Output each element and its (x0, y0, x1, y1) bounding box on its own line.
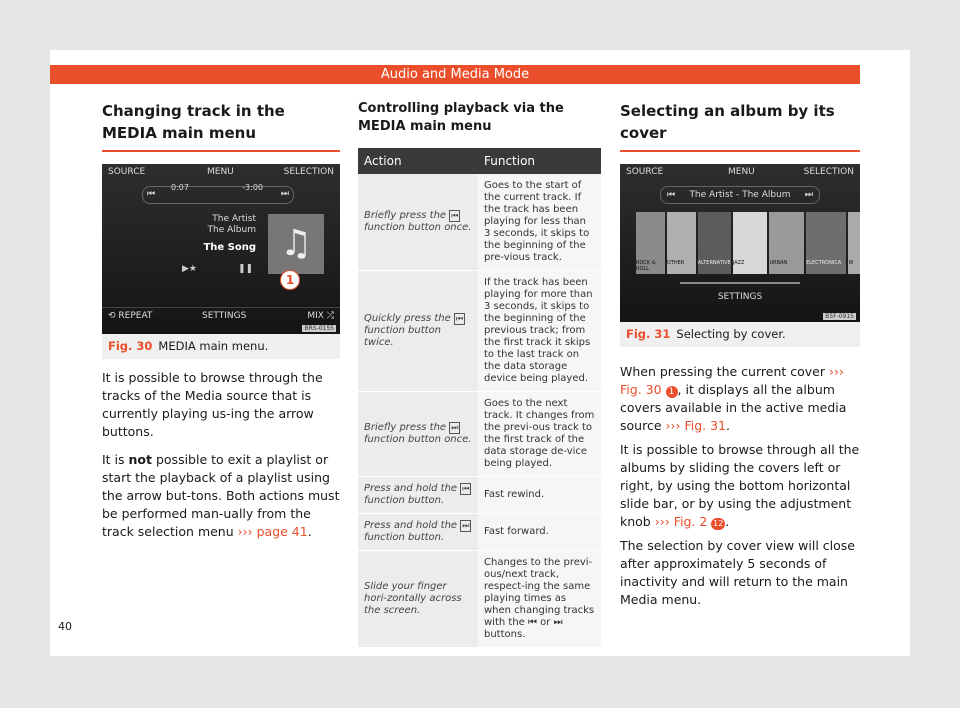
menu-label: MENU (728, 167, 755, 177)
table-row (358, 514, 601, 551)
remaining-time: -3:00 (242, 183, 263, 192)
settings-button[interactable]: SETTINGS (717, 292, 763, 302)
fig-30-link[interactable]: ››› Fig. 30 (620, 364, 844, 397)
menu-label: MENU (207, 167, 234, 177)
album-title: The Artist - The Album (689, 190, 791, 200)
page-41-link[interactable]: ››› page 41 (237, 524, 308, 539)
selection-label: SELECTION (803, 167, 854, 177)
album-cover[interactable]: W (848, 212, 860, 274)
heading-changing-track: Changing track in the MEDIA main menu (102, 102, 285, 142)
figure-31 (620, 164, 860, 347)
callout-1-badge: 1 (666, 386, 678, 398)
figure-code: BRS-0155 (304, 325, 334, 332)
heading-selecting-album: Selecting an album by its cover (620, 102, 835, 142)
album-cover[interactable]: JAZZ (733, 212, 768, 274)
album-cover[interactable]: ALTERNATIVE (698, 212, 731, 274)
progress-bar (142, 183, 294, 204)
cover-carousel[interactable] (636, 212, 860, 274)
next-icon: ⏭ (804, 190, 813, 200)
function-cell: Goes to the next track. It changes from the previ-ous track to the first track of the data storage de-vice being played. (478, 392, 601, 477)
figure-code: B5F-0915 (825, 313, 854, 320)
playback-table (358, 148, 601, 648)
album-cover[interactable]: ELECTRONICA (806, 212, 846, 274)
paragraph-browse-albums: It is possible to browse through all the albums by sliding the covers left or right, by using the bottom horizontal slide bar, or by using the adjustment knob ››› Fig. 2 12 . (620, 442, 860, 529)
paragraph-cover-press: When pressing the current cover ››› Fig. 30 1 , it displays all the album covers available in the active media source ››› Fig. 31. (620, 364, 847, 433)
song-name: The Song (203, 242, 256, 253)
settings-button[interactable]: SETTINGS (202, 311, 247, 321)
column-album-cover (620, 100, 860, 609)
next-key-icon: ⏭ (451, 423, 459, 432)
page-number: 40 (58, 620, 72, 633)
table-header (358, 148, 601, 174)
function-cell: Goes to the start of the current track. If the track has been playing for less than 3 seconds, it skips to the beginning of the pre-vious track. (478, 174, 601, 271)
fig-31-link[interactable]: ››› Fig. 31 (665, 418, 726, 433)
prev-icon: ⏮ (147, 189, 156, 199)
repeat-button[interactable]: ⟲ REPEAT (108, 311, 153, 321)
callout-1: 1 (280, 270, 300, 290)
source-label: SOURCE (108, 167, 146, 177)
artist-name: The Artist (212, 214, 256, 224)
column-playback-control (358, 100, 601, 648)
header-function: Function (478, 148, 601, 174)
album-name: The Album (207, 225, 256, 235)
header-action: Action (358, 148, 478, 174)
figure-caption (102, 334, 340, 355)
heading-rule (102, 150, 340, 152)
caption-text: MEDIA main menu. (158, 339, 269, 353)
figure-caption (620, 322, 860, 343)
section-header: Audio and Media Mode (50, 65, 860, 84)
next-icon: ⏭ (280, 189, 289, 199)
action-cell: Press and hold the ⏭ function button. (358, 514, 478, 551)
action-cell: Briefly press the ⏭ function button once. (358, 392, 478, 477)
table-row (358, 271, 601, 392)
elapsed-time: 0:07 (171, 183, 189, 192)
function-cell: Changes to the previ-ous/next track, respect-ing the same playing times as when changing tracks with the ⏮ or ⏭ buttons. (478, 551, 601, 648)
caption-text: Selecting by cover. (676, 327, 786, 341)
table-row (358, 174, 601, 271)
music-note-icon: ♫ (268, 214, 324, 274)
action-cell: Slide your finger hori-zontally across the screen. (358, 551, 478, 648)
next-key-icon: ⏭ (462, 521, 470, 530)
paragraph-playlist: It is not possible to exit a playlist or start the playback of a playlist using the arrow but-tons. Both actions must be performed man-ually from the track selection menu ››› page 41. (102, 452, 340, 539)
media-screen (102, 164, 340, 334)
callout-12-badge: 12 (713, 519, 724, 528)
figure-label: Fig. 31 (626, 327, 671, 341)
heading-rule (620, 150, 860, 152)
action-cell: Press and hold the ⏮ function button. (358, 477, 478, 514)
paragraph-timeout: The selection by cover view will close after approximately 5 seconds of inactivity and will return to the main Media menu. (620, 538, 855, 607)
action-cell: Briefly press the ⏮ function button once. (358, 174, 478, 271)
prev-key-icon: ⏮ (451, 211, 459, 220)
column-track-change (102, 100, 340, 541)
table-row (358, 392, 601, 477)
selection-label: SELECTION (283, 167, 334, 177)
cover-screen (620, 164, 860, 322)
fig-2-link[interactable]: ››› Fig. 2 (654, 514, 708, 529)
source-label: SOURCE (626, 167, 664, 177)
pause-icon: ❚❚ (238, 264, 254, 274)
table-row (358, 551, 601, 648)
favorite-play-icon: ▶★ (182, 264, 197, 274)
prev-key-icon: ⏮ (462, 484, 470, 493)
album-cover[interactable]: ROCK & ROLL (636, 212, 665, 274)
figure-label: Fig. 30 (108, 339, 153, 353)
prev-icon: ⏮ (667, 190, 676, 200)
action-cell: Quickly press the ⏮ function button twice. (358, 271, 478, 392)
mix-button[interactable]: MIX ⤮ (307, 311, 334, 321)
album-title-bar (660, 186, 820, 204)
prev-key-icon: ⏮ (455, 314, 464, 323)
paragraph-browse: It is possible to browse through the tracks of the Media source that is currently playing us-ing the arrow buttons. (102, 370, 323, 439)
heading-controlling-playback: Controlling playback via the MEDIA main menu (358, 101, 564, 134)
horizontal-slide-bar[interactable] (680, 282, 800, 284)
album-cover[interactable]: OTHER (667, 212, 696, 274)
table-row (358, 477, 601, 514)
album-cover[interactable]: URBAN (769, 212, 804, 274)
function-cell: If the track has been playing for more than 3 seconds, it skips to the beginning of the previous track; from the first track it skips to the last track on the data storage device being played. (478, 271, 601, 392)
function-cell: Fast forward. (478, 514, 601, 551)
function-cell: Fast rewind. (478, 477, 601, 514)
figure-30 (102, 164, 340, 359)
